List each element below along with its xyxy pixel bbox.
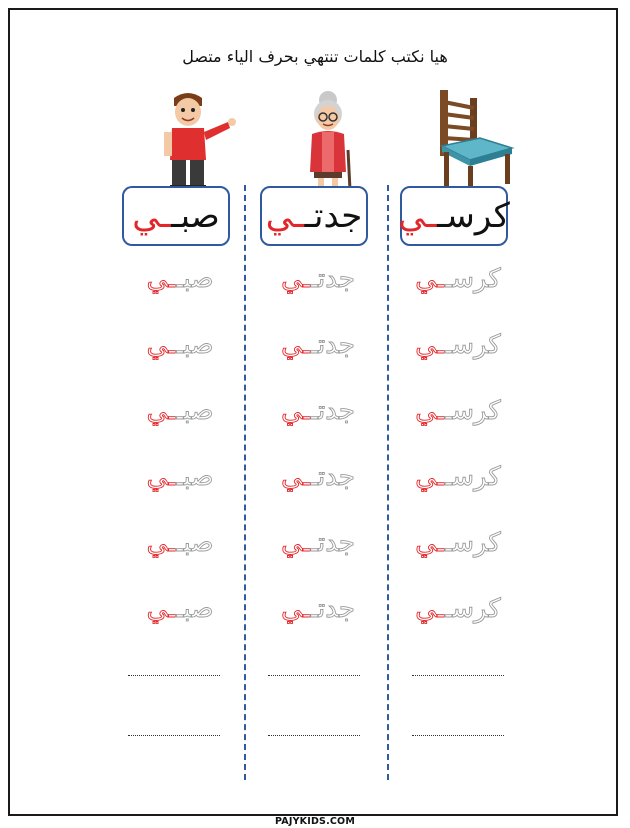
trace-word-grandmother: جدتــي <box>281 396 355 426</box>
writing-line[interactable] <box>268 675 360 676</box>
word-card-chair: كرسـ ـي <box>400 186 508 246</box>
trace-word-boy: صبــي <box>146 396 214 426</box>
trace-word-chair: كرســي <box>415 330 501 360</box>
trace-word-grandmother: جدتــي <box>281 330 355 360</box>
trace-word-grandmother: جدتــي <box>281 594 355 624</box>
word-card-grandmother: جدتـ ـي <box>260 186 368 246</box>
writing-line[interactable] <box>268 735 360 736</box>
trace-word-chair: كرســي <box>415 528 501 558</box>
word-column-grandmother <box>258 0 398 828</box>
trace-word-chair: كرســي <box>415 396 501 426</box>
trace-word-grandmother: جدتــي <box>281 528 355 558</box>
word-column-chair <box>398 0 538 828</box>
trace-word-boy: صبــي <box>146 264 214 294</box>
grandmother-image <box>278 88 378 192</box>
word-card-boy: صبـ ـي <box>122 186 230 246</box>
word-column-boy <box>120 0 260 828</box>
footer-site: PAJYKIDS.COM <box>0 809 630 828</box>
trace-word-boy: صبــي <box>146 528 214 558</box>
writing-line[interactable] <box>128 735 220 736</box>
trace-word-grandmother: جدتــي <box>281 264 355 294</box>
trace-word-boy: صبــي <box>146 462 214 492</box>
chair-image <box>418 88 518 192</box>
trace-word-chair: كرســي <box>415 594 501 624</box>
trace-word-grandmother: جدتــي <box>281 462 355 492</box>
trace-word-boy: صبــي <box>146 330 214 360</box>
trace-word-boy: صبــي <box>146 594 214 624</box>
boy-image <box>140 88 240 192</box>
writing-line[interactable] <box>128 675 220 676</box>
writing-line[interactable] <box>412 735 504 736</box>
trace-word-chair: كرســي <box>415 462 501 492</box>
worksheet-title: هيا نكتب كلمات تنتهي بحرف الياء متصل <box>182 47 448 66</box>
writing-line[interactable] <box>412 675 504 676</box>
trace-word-chair: كرســي <box>415 264 501 294</box>
